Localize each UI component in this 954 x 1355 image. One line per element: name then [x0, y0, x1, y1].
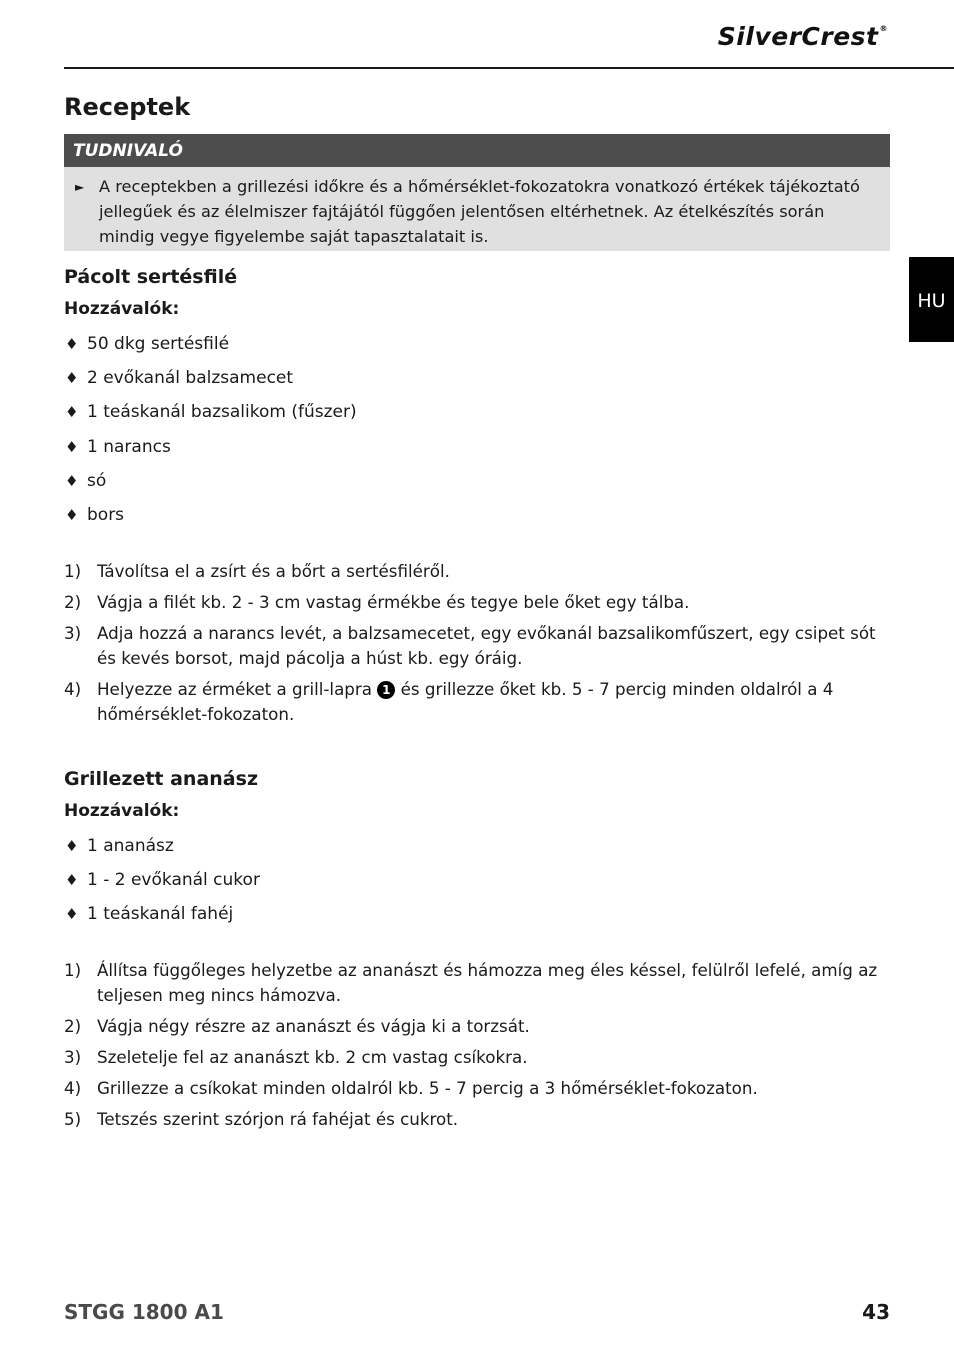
list-item: [64, 470, 357, 504]
registered-mark: ®: [879, 24, 888, 33]
step-item: [64, 1076, 890, 1101]
step-list: [64, 559, 890, 733]
step-item: [64, 1045, 890, 1070]
step-text: Adja hozzá a narancs levét, a balzsamecetet, egy evőkanál bazsalikomfűszert, egy csipet sót és kevés borsot, majd pácolja a húst kb. egy óráig.: [97, 623, 876, 668]
ingredient-text: 50 dkg sertésfilé: [87, 334, 230, 354]
step-text: Grillezze a csíkokat minden oldalról kb. 5 - 7 percig a 3 hőmérséklet-fokozaton.: [97, 1078, 758, 1098]
ingredient-list: [64, 835, 260, 938]
ingredient-text: 1 ananász: [87, 836, 174, 856]
diamond-bullet-icon: ♦: [65, 471, 79, 490]
step-text: Vágja négy részre az ananászt és vágja ki a torzsát.: [97, 1016, 530, 1036]
ingredient-text: 1 narancs: [87, 436, 171, 457]
step-number: 2): [64, 592, 82, 612]
diamond-bullet-icon: ♦: [65, 837, 79, 855]
list-item: [64, 869, 260, 903]
step-number: 2): [64, 1016, 82, 1036]
step-item: [64, 958, 890, 1008]
step-text: Állítsa függőleges helyzetbe az ananászt és hámozza meg éles késsel, felülről lefelé, amíg az teljesen meg nincs hámozva.: [97, 960, 878, 1005]
ingredients-label: Hozzávalók:: [64, 299, 180, 319]
recipe-title: Grillezett ananász: [64, 768, 258, 790]
ingredient-text: bors: [87, 504, 125, 525]
brand-name: SilverCrest: [717, 22, 879, 51]
header-rule: [64, 67, 954, 69]
step-text: Vágja a filét kb. 2 - 3 cm vastag érmékbe és tegye bele őket egy tálba.: [97, 592, 690, 612]
page-title: Receptek: [64, 93, 191, 121]
step-item: [64, 559, 890, 584]
page-number: 43: [862, 1300, 890, 1324]
ingredient-text: 2 evőkanál balzsamecet: [87, 368, 294, 389]
step-number: 1): [64, 960, 82, 980]
ingredient-text: 1 - 2 evőkanál cukor: [87, 870, 260, 891]
list-item: [64, 903, 260, 937]
ingredient-text: 1 teáskanál fahéj: [87, 904, 234, 925]
note-text: A receptekben a grillezési időkre és a hőmérséklet-fokozatokra vonatkozó értékek tájékoztató jellegűek és az élelmiszer fajtájától függően jelentősen eltérhetnek. Az ételkészítés során mindig vegye figyelembe saját tapasztalatait is.: [99, 177, 860, 246]
step-number: 3): [64, 623, 82, 643]
recipe-title: Pácolt sertésfilé: [64, 266, 238, 288]
brand-logo: [718, 22, 888, 51]
list-item: [64, 401, 357, 435]
list-item: [64, 504, 357, 538]
part-number-marker: 1: [377, 681, 395, 699]
step-number: 3): [64, 1047, 82, 1067]
language-tab: HU: [909, 257, 954, 342]
diamond-bullet-icon: ♦: [65, 905, 79, 924]
diamond-bullet-icon: ♦: [65, 871, 79, 890]
step-item: [64, 677, 890, 727]
step-list: [64, 958, 890, 1138]
step-number: 1): [64, 561, 82, 581]
step-text: Szeletelje fel az ananászt kb. 2 cm vastag csíkokra.: [97, 1047, 528, 1067]
list-item: [64, 835, 260, 869]
ingredients-label: Hozzávalók:: [64, 801, 180, 821]
model-number: STGG 1800 A1: [64, 1300, 224, 1324]
ingredient-list: [64, 333, 357, 538]
step-number: 4): [64, 679, 82, 699]
step-text: Távolítsa el a zsírt és a bőrt a sertésfiléről.: [97, 561, 450, 581]
arrow-icon: ►: [75, 180, 85, 194]
list-item: [64, 367, 357, 401]
step-number: 5): [64, 1109, 82, 1129]
diamond-bullet-icon: ♦: [65, 505, 79, 524]
diamond-bullet-icon: ♦: [65, 369, 79, 388]
list-item: [64, 436, 357, 470]
step-text: Tetszés szerint szórjon rá fahéjat és cukrot.: [97, 1109, 459, 1129]
note-box: [64, 167, 890, 251]
step-number: 4): [64, 1078, 82, 1098]
ingredient-text: 1 teáskanál bazsalikom (fűszer): [87, 402, 357, 423]
diamond-bullet-icon: ♦: [65, 437, 79, 456]
step-text: Helyezze az érméket a grill-lapra: [97, 679, 372, 699]
step-item: [64, 1014, 890, 1039]
list-item: [64, 333, 357, 367]
step-item: [64, 590, 890, 615]
step-text: és grillezze őket kb. 5 - 7 percig minden oldalról a 4 hőmérséklet-fokozaton.: [97, 679, 834, 724]
step-item: [64, 1107, 890, 1132]
diamond-bullet-icon: ♦: [65, 403, 79, 422]
note-heading: TUDNIVALÓ: [64, 134, 890, 167]
diamond-bullet-icon: ♦: [65, 335, 79, 353]
step-item: [64, 621, 890, 671]
ingredient-text: só: [87, 470, 107, 491]
